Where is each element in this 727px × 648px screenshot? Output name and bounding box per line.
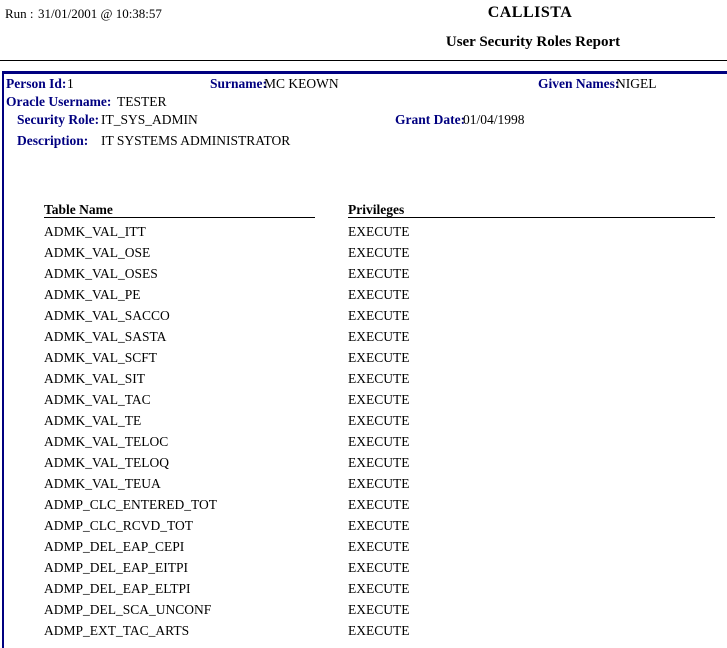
table-name-cell: ADMK_VAL_TEUA (44, 476, 161, 491)
table-name-cell: ADMK_VAL_TAC (44, 392, 151, 407)
table-row (0, 515, 727, 536)
table-name-cell: ADMP_CLC_ENTERED_TOT (44, 497, 218, 512)
report-subtitle: User Security Roles Report (445, 34, 621, 50)
table-name-cell: ADMK_VAL_ITT (44, 224, 146, 239)
privileges-underline (348, 217, 715, 218)
table-name-cell: ADMP_DEL_EAP_CEPI (44, 539, 185, 554)
table-row (0, 305, 727, 326)
privilege-cell: EXECUTE (348, 497, 410, 512)
privilege-cell: EXECUTE (348, 329, 410, 344)
table-row (0, 347, 727, 368)
table-row (0, 557, 727, 578)
given-names-value: NIGEL (616, 76, 657, 91)
table-row (0, 368, 727, 389)
privilege-cell: EXECUTE (348, 245, 410, 260)
report-title: CALLISTA (487, 4, 573, 21)
oracle-username-value: TESTER (117, 94, 167, 109)
security-role-value: IT_SYS_ADMIN (101, 112, 198, 127)
privilege-cell: EXECUTE (348, 392, 410, 407)
privilege-cell: EXECUTE (348, 308, 410, 323)
table-row (0, 599, 727, 620)
table-name-cell: ADMP_DEL_SCA_UNCONF (44, 602, 212, 617)
table-name-cell: ADMK_VAL_OSE (44, 245, 151, 260)
oracle-username-label: Oracle Username: (6, 94, 112, 109)
privilege-cell: EXECUTE (348, 539, 410, 554)
privilege-cell: EXECUTE (348, 623, 410, 638)
privilege-cell: EXECUTE (348, 350, 410, 365)
description-label: Description: (17, 133, 89, 148)
privilege-cell: EXECUTE (348, 602, 410, 617)
person-id-label: Person Id: (6, 76, 67, 91)
table-name-underline (44, 217, 315, 218)
table-name-cell: ADMP_CLC_RCVD_TOT (44, 518, 194, 533)
table-name-cell: ADMK_VAL_TELOC (44, 434, 169, 449)
table-row (0, 431, 727, 452)
table-row (0, 494, 727, 515)
surname-label: Surname: (210, 76, 267, 91)
privilege-cell: EXECUTE (348, 224, 410, 239)
run-timestamp: 31/01/2001 @ 10:38:57 (38, 6, 162, 21)
table-row (0, 389, 727, 410)
privilege-cell: EXECUTE (348, 287, 410, 302)
table-name-cell: ADMK_VAL_TELOQ (44, 455, 169, 470)
column-header-privileges: Privileges (348, 202, 405, 217)
column-header-table-name: Table Name (44, 202, 113, 217)
table-row (0, 620, 727, 641)
table-row (0, 326, 727, 347)
header-rule (0, 60, 727, 61)
privilege-cell: EXECUTE (348, 518, 410, 533)
table-row (0, 284, 727, 305)
grant-date-label: Grant Date: (395, 112, 466, 127)
surname-value: MC KEOWN (264, 76, 339, 91)
table-row (0, 578, 727, 599)
privileges-table (0, 221, 727, 641)
table-name-cell: ADMK_VAL_SACCO (44, 308, 170, 323)
table-row (0, 221, 727, 242)
privilege-cell: EXECUTE (348, 455, 410, 470)
security-role-label: Security Role: (17, 112, 100, 127)
description-value: IT SYSTEMS ADMINISTRATOR (101, 133, 291, 148)
table-row (0, 242, 727, 263)
table-row (0, 410, 727, 431)
table-row (0, 473, 727, 494)
privilege-cell: EXECUTE (348, 266, 410, 281)
run-label: Run : (5, 6, 34, 21)
given-names-label: Given Names: (538, 76, 620, 91)
table-row (0, 452, 727, 473)
privilege-cell: EXECUTE (348, 560, 410, 575)
table-name-cell: ADMP_DEL_EAP_EITPI (44, 560, 188, 575)
table-name-cell: ADMK_VAL_SIT (44, 371, 146, 386)
table-name-cell: ADMK_VAL_SCFT (44, 350, 158, 365)
privilege-cell: EXECUTE (348, 581, 410, 596)
privilege-cell: EXECUTE (348, 371, 410, 386)
table-name-cell: ADMK_VAL_OSES (44, 266, 158, 281)
privilege-cell: EXECUTE (348, 476, 410, 491)
table-name-cell: ADMK_VAL_SASTA (44, 329, 167, 344)
grant-date-value: 01/04/1998 (463, 112, 525, 127)
privilege-cell: EXECUTE (348, 434, 410, 449)
table-name-cell: ADMP_DEL_EAP_ELTPI (44, 581, 191, 596)
table-row (0, 263, 727, 284)
table-name-cell: ADMK_VAL_PE (44, 287, 141, 302)
table-name-cell: ADMP_EXT_TAC_ARTS (44, 623, 190, 638)
person-id-value: 1 (67, 76, 74, 91)
table-name-cell: ADMK_VAL_TE (44, 413, 142, 428)
privilege-cell: EXECUTE (348, 413, 410, 428)
table-row (0, 536, 727, 557)
